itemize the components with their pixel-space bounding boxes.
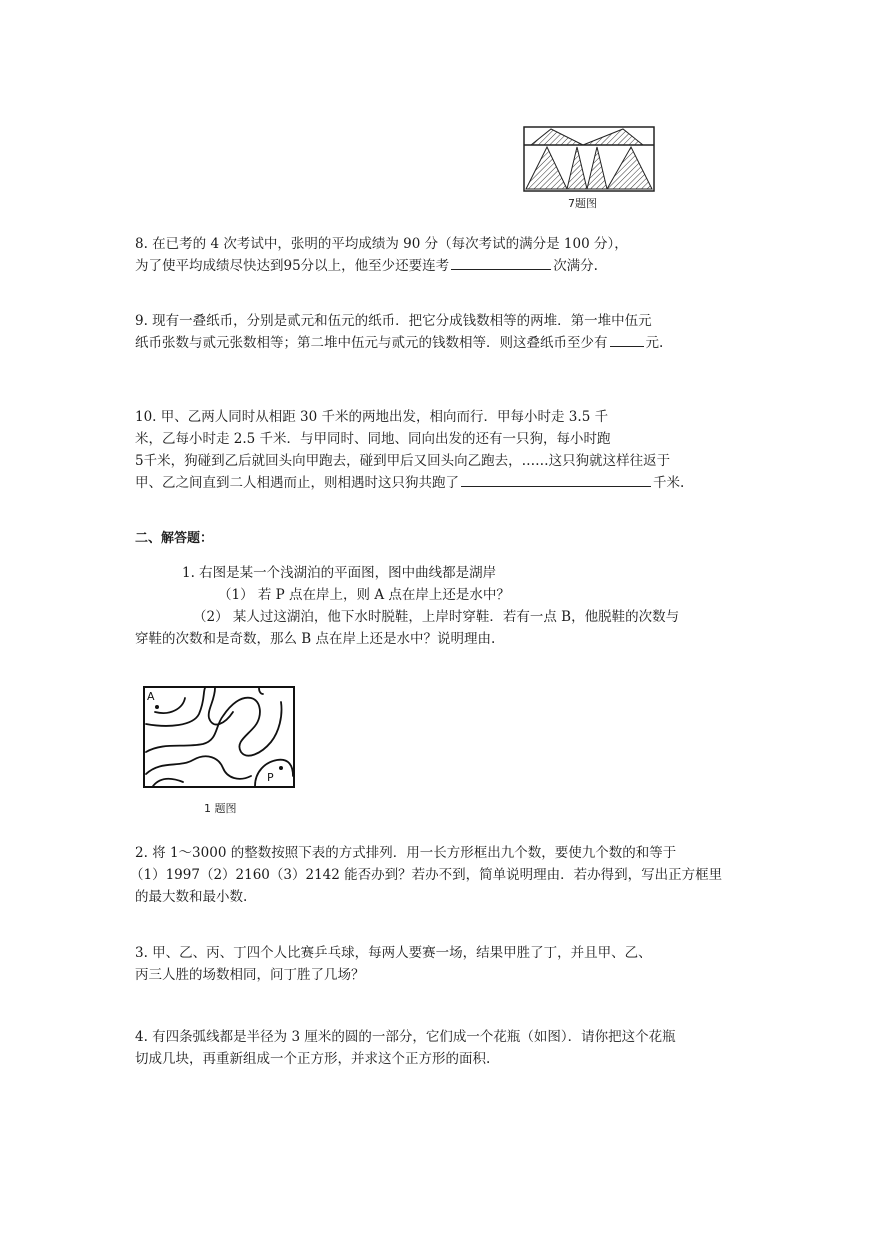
p3-line1: 3. 甲、乙、丙、丁四个人比赛乒乓球，每两人要赛一场，结果甲胜了丁，并且甲、乙、 [135, 945, 652, 961]
figure-7-caption: 7题图 [568, 197, 597, 210]
q9-line2 [135, 332, 663, 354]
p1-line3: （2） 某人过这湖泊，他下水时脱鞋，上岸时穿鞋．若有一点 B，他脱鞋的次数与 [193, 609, 680, 625]
q8-answer-blank [451, 255, 551, 270]
q9-line2-text: 纸币张数与贰元张数相等；第二堆中伍元与贰元的钱数相等．则这叠纸币至少有 [135, 335, 608, 351]
p3-line2: 丙三人胜的场数相同，问丁胜了几场？ [135, 967, 365, 983]
point-p-label: P [267, 771, 274, 784]
p1-line1: 1. 右图是某一个浅湖泊的平面图，图中曲线都是湖岸 [182, 565, 497, 581]
figure-1-lake-map [143, 686, 295, 790]
section-title: 二、解答题： [135, 531, 214, 546]
q8-line2-text: 为了使平均成绩尽快达到95分以上，他至少还要连考 [135, 258, 450, 274]
figure-1-caption: 1 题图 [204, 802, 237, 815]
q9-line2-tail: 元. [645, 335, 664, 351]
point-a-label: A [147, 690, 155, 703]
p4-line1: 4. 有四条弧线都是半径为 3 厘米的圆的一部分，它们成一个花瓶（如图）．请你把这个花瓶 [135, 1029, 676, 1045]
p2-line2: （1）1997（2）2160（3）2142 能否办到？若办不到，简单说明理由．若办得到，写出正方框里 [130, 867, 723, 883]
q8-line2 [135, 255, 598, 277]
p4-line2: 切成几块，再重新组成一个正方形，并求这个正方形的面积. [135, 1051, 491, 1067]
p2-line3: 的最大数和最小数. [135, 889, 248, 905]
figure-7-diagram [523, 126, 655, 192]
q10-line4-text: 甲、乙之间直到二人相遇而止，则相遇时这只狗共跑了 [135, 475, 459, 491]
q9-line1: 9. 现有一叠纸币，分别是贰元和伍元的纸币．把它分成钱数相等的两堆．第一堆中伍元 [135, 313, 652, 329]
q10-line4 [135, 472, 684, 494]
q8-line2-tail: 次满分. [553, 258, 598, 274]
q10-line4-tail: 千米. [653, 475, 685, 491]
q8-line1: 8. 在已考的 4 次考试中，张明的平均成绩为 90 分（每次考试的满分是 100 分）， [135, 236, 628, 252]
p1-line4: 穿鞋的次数和是奇数，那么 B 点在岸上还是水中？说明理由. [135, 631, 496, 647]
p2-line1: 2. 将 1～3000 的整数按照下表的方式排列．用一长方形框出九个数，要使九个数的和等于 [135, 845, 677, 861]
q10-line3: 5千米，狗碰到乙后就回头向甲跑去，碰到甲后又回头向乙跑去，……这只狗就这样往返于 [135, 453, 671, 469]
q10-answer-blank [461, 472, 651, 487]
p1-line2: （1） 若 P 点在岸上，则 A 点在岸上还是水中？ [218, 587, 510, 603]
q10-line2: 米，乙每小时走 2.5 千米．与甲同时、同地、同向出发的还有一只狗，每小时跑 [135, 431, 611, 447]
q10-line1: 10. 甲、乙两人同时从相距 30 千米的两地出发，相向而行．甲每小时走 3.5 千 [135, 409, 609, 425]
q9-answer-blank [610, 332, 644, 347]
